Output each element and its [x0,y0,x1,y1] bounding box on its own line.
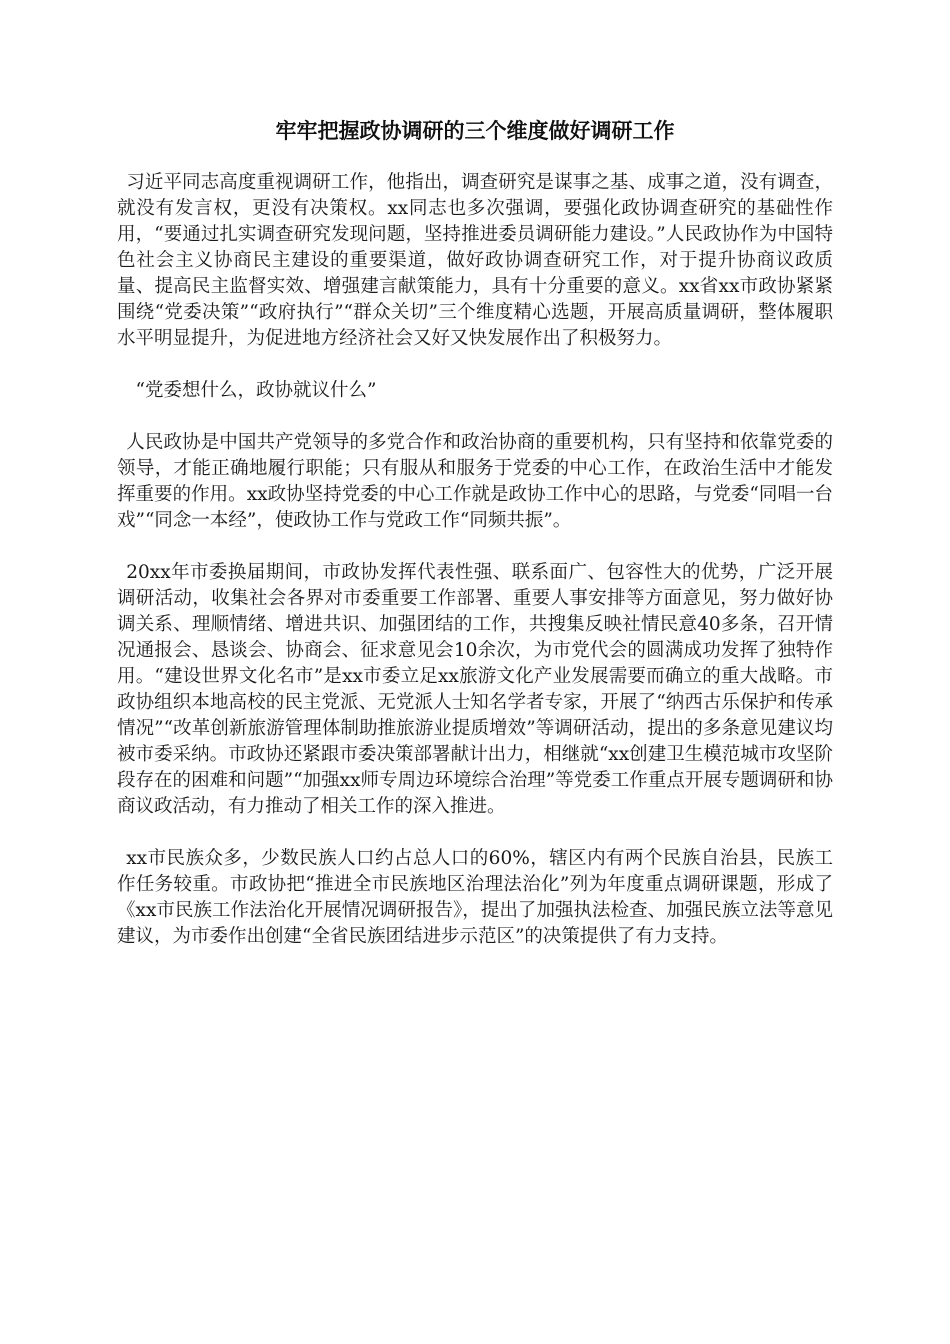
paragraph-party-leadership: 人民政协是中国共产党领导的多党合作和政治协商的重要机构，只有坚持和依靠党委的领导，才能正确地履行职能；只有服从和服务于党委的中心工作，在政治生活中才能发挥重要的作用。xx政协坚持党委的中心工作就是政协工作中心的思路，与党委“同唱一台戏”“同念一本经”，使政协工作与党政工作“同频共振”。 [117,432,833,531]
document-title: 牢牢把握政协调研的三个维度做好调研工作 [275,118,675,143]
paragraph-city-committee: 20xx年市委换届期间，市政协发挥代表性强、联系面广、包容性大的优势，广泛开展调研活动，收集社会各界对市委重要工作部署、重要人事安排等方面意见，努力做好协调关系、理顺情绪、增进共识、加强团结的工作，共搜集反映社情民意40多条，召开情况通报会、恳谈会、协商会、征求意见会10余次，为市党代会的圆满成功发挥了独特作用。“建设世界文化名市”是xx市委立足xx旅游文化产业发展需要而确立的重大战略。市政协组织本地高校的民主党派、无党派人士知名学者专家，开展了“纳西古乐保护和传承情况”“改革创新旅游管理体制助推旅游业提质增效”等调研活动，提出的多条意见建议均被市委采纳。市政协还紧跟市委决策部署献计出力，相继就“xx创建卫生模范城市攻坚阶段存在的困难和问题”“加强xx师专周边环境综合治理”等党委工作重点开展专题调研和协商议政活动，有力推动了相关工作的深入推进。 [117,562,833,817]
paragraph-ethnic-affairs: xx市民族众多，少数民族人口约占总人口的60%，辖区内有两个民族自治县，民族工作任务较重。市政协把“推进全市民族地区治理法治化”列为年度重点调研课题，形成了《xx市民族工作法治化开展情况调研报告》，提出了加强执法检查、加强民族立法等意见建议，为市委作出创建“全省民族团结进步示范区”的决策提供了有力支持。 [117,848,833,947]
document-body [117,170,833,976]
section-heading: “党委想什么，政协就议什么” [135,380,377,401]
paragraph-intro: 习近平同志高度重视调研工作，他指出，调查研究是谋事之基、成事之道，没有调查，就没有发言权，更没有决策权。xx同志也多次强调，要强化政协调查研究的基础性作用，“要通过扎实调查研究发现问题，坚持推进委员调研能力建设。”人民政协作为中国特色社会主义协商民主建设的重要渠道，做好政协调查研究工作，对于提升协商议政质量、提高民主监督实效、增强建言献策能力，具有十分重要的意义。xx省xx市政协紧紧围绕“党委决策”“政府执行”“群众关切”三个维度精心选题，开展高质量调研，整体履职水平明显提升，为促进地方经济社会又好又快发展作出了积极努力。 [117,172,833,349]
